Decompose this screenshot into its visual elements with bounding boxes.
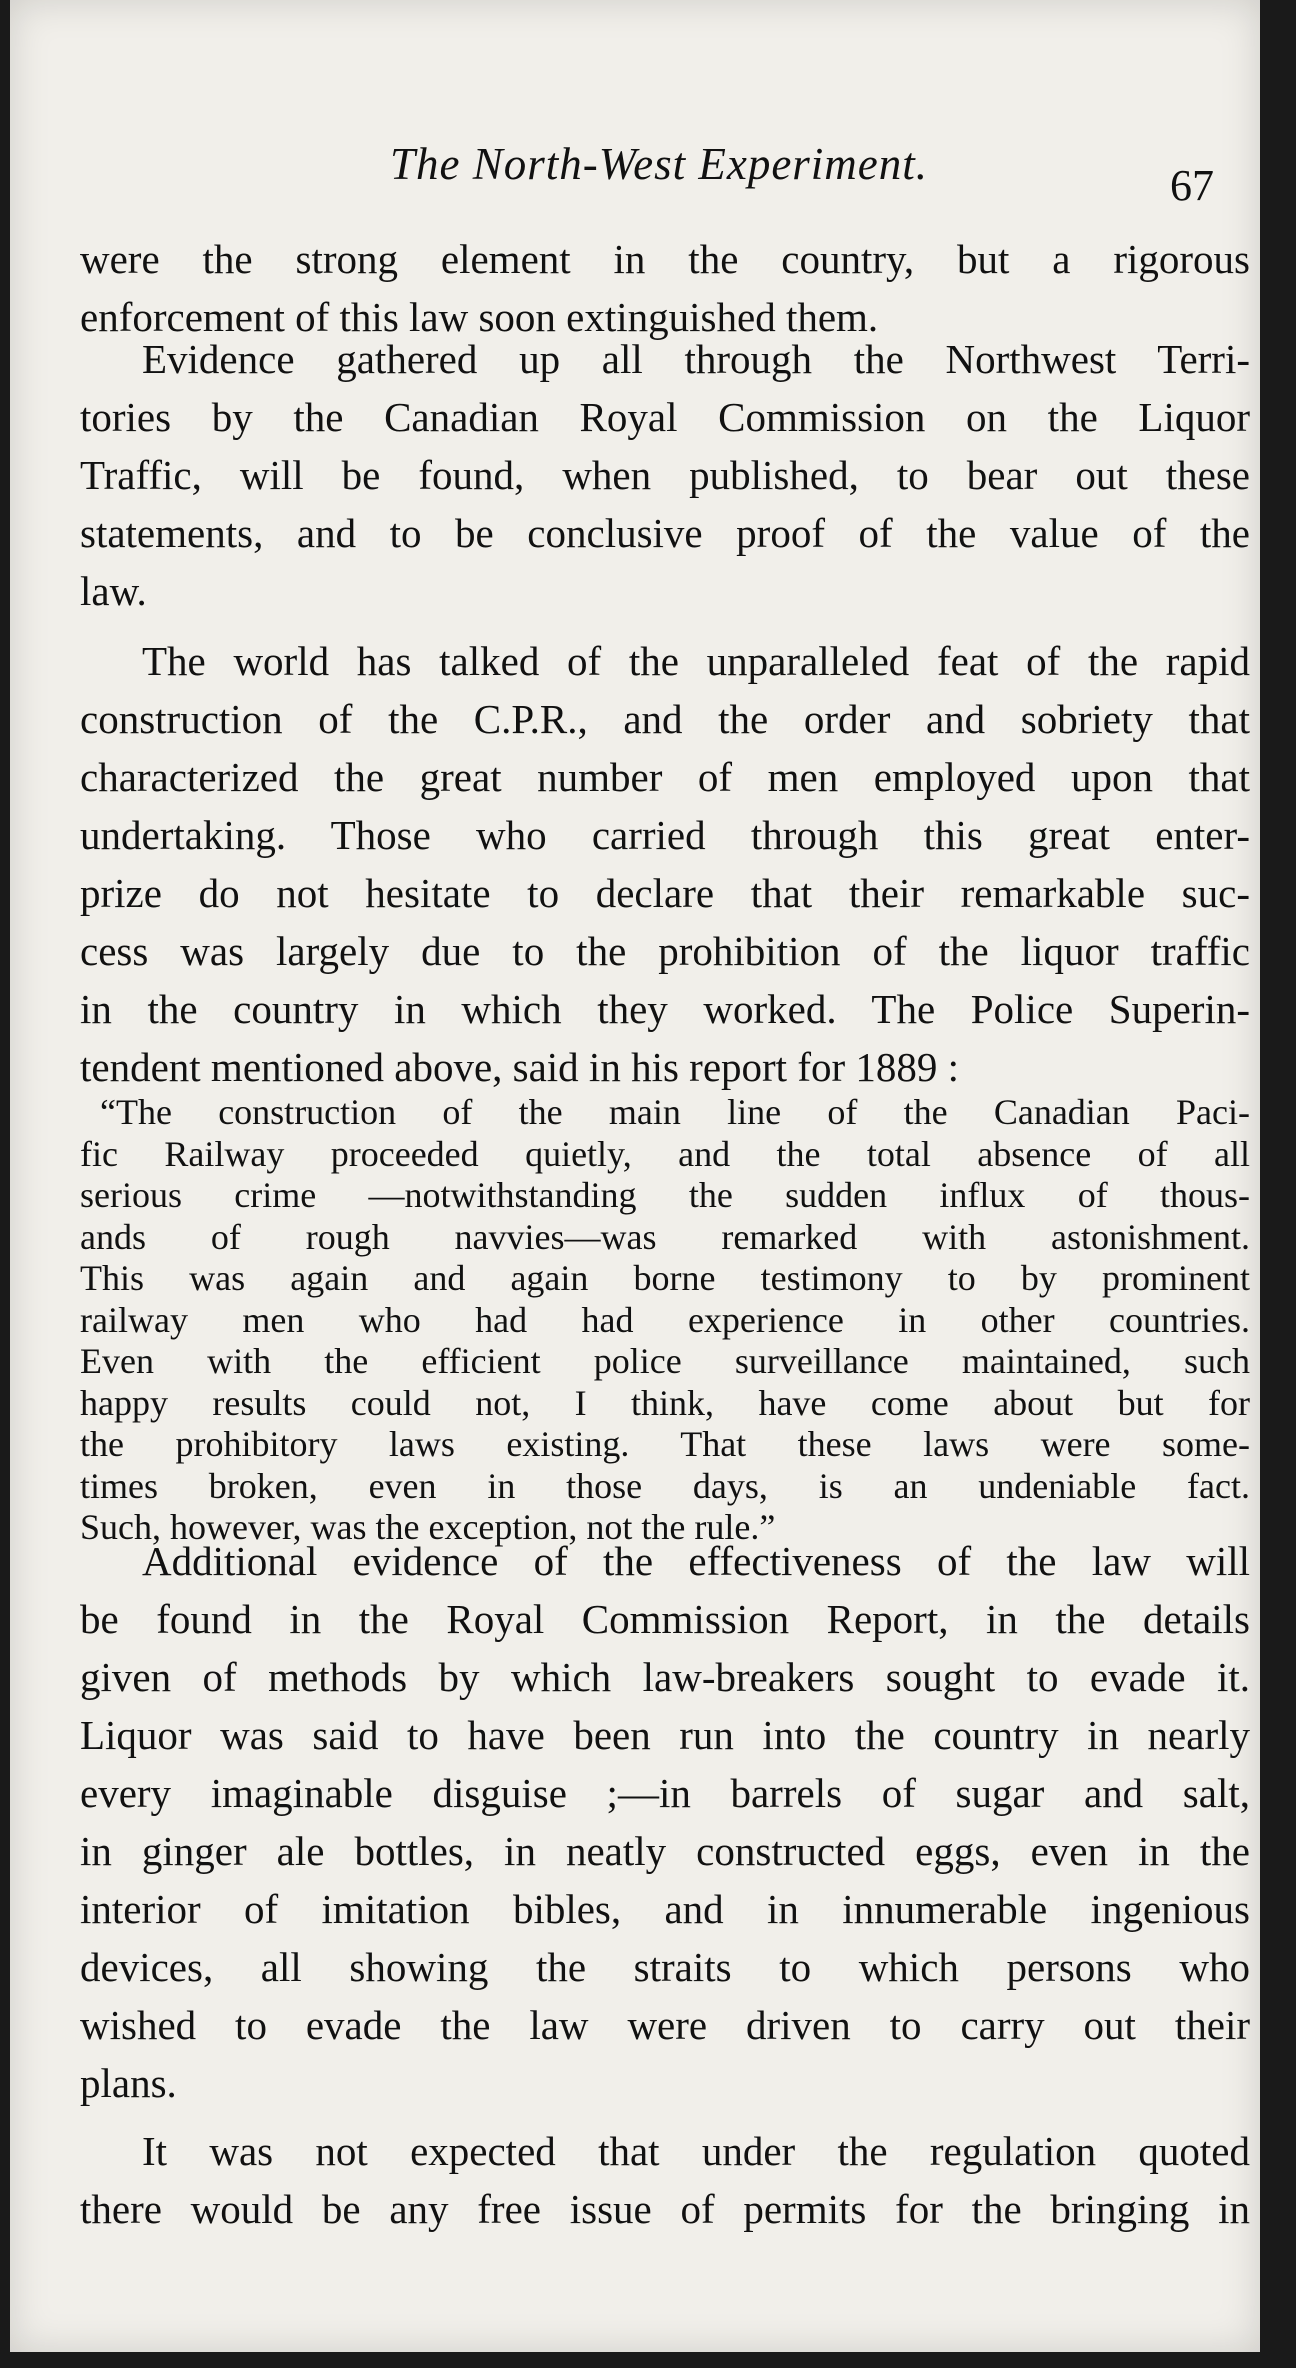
- running-header: The North-West Experiment.: [390, 139, 929, 189]
- text-line: wished to evade the law were driven to carry out their: [80, 2002, 1250, 2048]
- text-line: enforcement of this law soon extinguished them.: [80, 294, 879, 340]
- quote-line: times broken, even in those days, is an undeniable fact.: [80, 1465, 1250, 1506]
- text-line: prize do not hesitate to declare that their remarkable suc-: [80, 870, 1250, 916]
- text-line: be found in the Royal Commission Report, in the details: [80, 1596, 1250, 1642]
- text-line: undertaking. Those who carried through this great enter-: [80, 812, 1250, 858]
- text-line: tendent mentioned above, said in his report for 1889 :: [80, 1044, 960, 1090]
- text-line: devices, all showing the straits to which persons who: [80, 1944, 1250, 1990]
- quote-line: Such, however, was the exception, not the rule.”: [80, 1507, 776, 1547]
- text-line: Additional evidence of the effectiveness of the law will: [142, 1538, 1250, 1584]
- text-line: Traffic, will be found, when published, to bear out these: [80, 452, 1250, 498]
- text-line: It was not expected that under the regulation quoted: [142, 2128, 1250, 2174]
- paragraph-additional-evidence: [80, 1532, 1250, 2112]
- quote-line: the prohibitory laws existing. That these laws were some-: [80, 1424, 1250, 1464]
- paragraph-continuation: [80, 230, 1250, 346]
- page-number: 67: [1170, 161, 1214, 210]
- text-line: were the strong element in the country, but a rigorous: [80, 236, 1250, 282]
- quote-line: ands of rough navvies—was remarked with astonishment.: [80, 1216, 1250, 1257]
- text-line: given of methods by which law-breakers sought to evade it.: [80, 1654, 1250, 1700]
- text-line: statements, and to be conclusive proof of the value of the: [80, 510, 1250, 556]
- text-line: tories by the Canadian Royal Commission on the Liquor: [80, 394, 1250, 440]
- text-line: characterized the great number of men employed upon that: [80, 754, 1250, 800]
- quote-line: This was again and again borne testimony to by prominent: [80, 1258, 1250, 1298]
- quote-line: fic Railway proceeded quietly, and the total absence of all: [80, 1133, 1250, 1174]
- quote-line: happy results could not, I think, have come about but for: [80, 1382, 1250, 1423]
- text-line: interior of imitation bibles, and in innumerable ingenious: [80, 1886, 1250, 1932]
- block-quote: [80, 1092, 1250, 1549]
- text-line: Liquor was said to have been run into the country in nearly: [80, 1712, 1250, 1758]
- text-line: law.: [80, 568, 147, 614]
- quote-line: “The construction of the main line of the Canadian Paci-: [100, 1092, 1250, 1132]
- text-line: construction of the C.P.R., and the order and sobriety that: [80, 696, 1250, 742]
- quote-line: railway men who had had experience in other countries.: [80, 1299, 1250, 1340]
- text-line: Evidence gathered up all through the Northwest Terri-: [142, 336, 1250, 382]
- text-line: cess was largely due to the prohibition of the liquor traffic: [80, 928, 1250, 974]
- paragraph-permits: [80, 2122, 1250, 2238]
- paragraph-cpr: [80, 632, 1250, 1096]
- quote-line: Even with the efficient police surveillance maintained, such: [80, 1341, 1250, 1381]
- text-line: in the country in which they worked. The Police Superin-: [80, 986, 1250, 1032]
- text-line: every imaginable disguise ;—in barrels of sugar and salt,: [80, 1770, 1250, 1816]
- text-line: The world has talked of the unparalleled feat of the rapid: [142, 638, 1250, 684]
- text-line: in ginger ale bottles, in neatly constructed eggs, even in the: [80, 1828, 1250, 1874]
- quote-line: serious crime —notwithstanding the sudden influx of thous-: [80, 1175, 1250, 1215]
- paragraph-evidence: [80, 330, 1250, 620]
- text-line: there would be any free issue of permits for the bringing in: [80, 2186, 1250, 2232]
- book-page: [10, 0, 1260, 2352]
- text-line: plans.: [80, 2060, 177, 2106]
